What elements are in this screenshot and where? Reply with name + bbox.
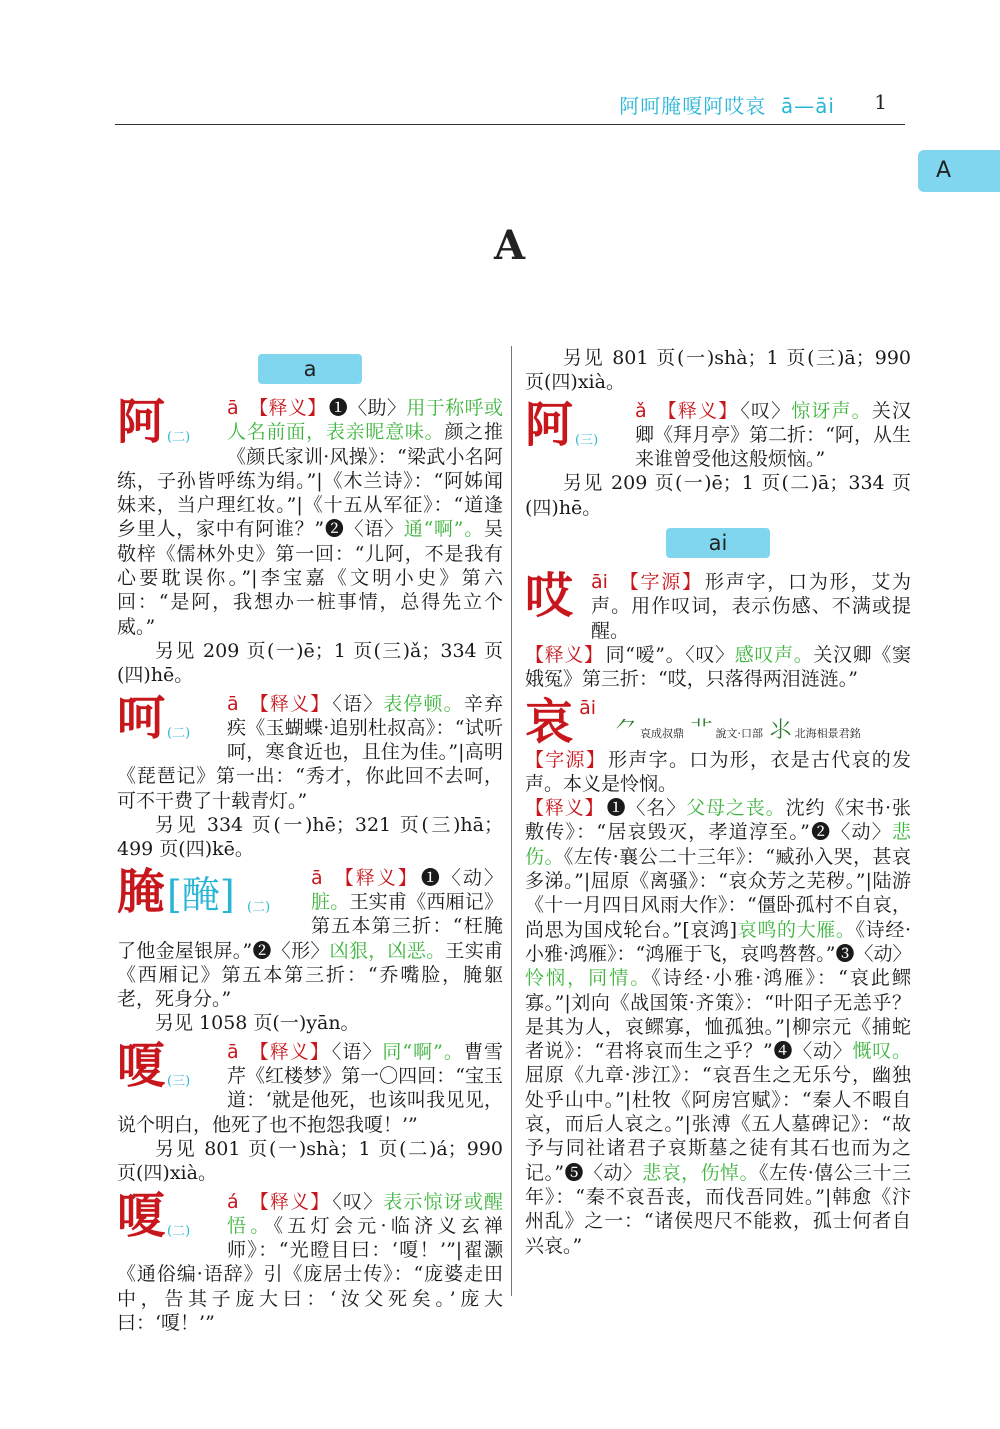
- headword-row: [525, 693, 911, 750]
- definition: 凶狠，凶恶。: [329, 939, 446, 962]
- dictionary-entry: 嗄 (二) á 【释义】 〈叹〉表示惊讶或醒悟。《五灯会元·临济义玄禅师》：“光瞪目曰：‘嗄！’”|翟灏《通俗编·语辞》引《庞居士传》：“庞婆走田中，告其子庞大曰：‘汝父死矣。’庞大曰：‘嗄！’”: [117, 1187, 503, 1334]
- pinyin: ǎ: [635, 399, 647, 422]
- cross-reference: 另见 801 页(一)shà；1 页(三)ā；990 页(四)xià。: [525, 347, 911, 394]
- right-column: [525, 346, 911, 1262]
- seal-glyph-icon: ⺢: [769, 717, 792, 743]
- section-label: 【释义】: [332, 866, 419, 889]
- reading-number: (三): [575, 432, 599, 448]
- page-header: [115, 88, 905, 125]
- headword-char: 嗄: [117, 1187, 166, 1244]
- headword: [117, 863, 307, 920]
- section-label: 【释义】: [248, 1040, 330, 1063]
- dictionary-entry: 腌[醃] (二) ā 【释义】 ❶〈动〉脏。王实甫《西厢记》第五本第三折：“枉腌了他金屋银屏。”❷〈形〉凶狠，凶恶。王实甫《西厢记》第五本第三折：“乔嘴脸，腌躯老，死身分。” 另见 1058 页(一)yān。: [117, 863, 503, 1035]
- definition: 惊讶声。: [791, 399, 872, 422]
- running-title: 阿呵腌嗄阿哎哀 ā—āi: [619, 94, 835, 118]
- headword: [117, 689, 223, 746]
- ancient-script-forms: ⺈ 哀成叔鼎 ⻀ 說文·口部 ⺢ 北海相景君銘: [615, 717, 861, 743]
- section-heading: A: [494, 222, 526, 269]
- syllable-label: ai: [666, 528, 770, 558]
- pinyin: ā: [227, 1040, 239, 1063]
- page-number: 1: [874, 90, 887, 114]
- reading-number: (二): [167, 725, 191, 741]
- definition: 同“啊”。: [382, 1040, 464, 1063]
- dictionary-entry: 嗄 (三) ā 【释义】 〈语〉同“啊”。曹雪芹《红楼梦》第一〇四回：“宝玉道：‘就是他死，也该叫我见见，说个明白，他死了也不抱怨我嗄！’” 另见 801 页(一)shà；1 页(二)á；990 页(四)xià。: [117, 1037, 503, 1185]
- section-label: 【释义】: [248, 692, 331, 715]
- pinyin: āi: [591, 571, 608, 594]
- headword: [525, 396, 631, 453]
- cross-reference: 另见 334 页(一)hē；321 页(三)hā；499 页(四)kē。: [117, 814, 503, 861]
- seal-glyph-icon: ⻀: [690, 717, 713, 743]
- pinyin: ā: [227, 692, 239, 715]
- definition: 通“啊”。: [403, 518, 484, 541]
- definition: 悲伤。: [525, 821, 911, 868]
- pinyin: ā: [227, 397, 239, 419]
- headword: [117, 1187, 223, 1244]
- headword: [117, 1037, 223, 1094]
- definition: 表停顿。: [383, 692, 464, 715]
- left-column: [117, 346, 503, 1339]
- section-label: 【释义】: [656, 399, 739, 422]
- reading-number: (二): [247, 899, 271, 915]
- headword-char: 阿: [525, 396, 574, 453]
- compound-word: [哀鸿]: [682, 918, 738, 941]
- definition: 悲哀，伤悼。: [642, 1161, 759, 1184]
- headword-char: 哎: [525, 568, 574, 625]
- section-label: 【释义】: [248, 397, 327, 419]
- variant-char: [醃]: [167, 872, 235, 917]
- reading-number: (三): [167, 1073, 191, 1089]
- dictionary-entry: 阿 (三) ǎ 【释义】 〈叹〉惊讶声。关汉卿《拜月亭》第二折：“阿，从生来谁曾受他这般烦恼。” 另见 209 页(一)ē；1 页(二)ā；334 页(四)hē。: [525, 396, 911, 519]
- section-label: 【字源】: [525, 748, 607, 771]
- letter-thumb-tab[interactable]: A: [918, 150, 1000, 192]
- pinyin: āi: [579, 696, 596, 719]
- definition: 哀鸣的大雁。: [737, 918, 856, 941]
- section-label: 【释义】: [248, 1190, 331, 1213]
- definition: 父母之丧。: [686, 797, 786, 820]
- reading-number: (二): [167, 1223, 191, 1239]
- dictionary-entry: 呵 (二) ā 【释义】 〈语〉表停顿。辛弃疾《玉蝴蝶·追别杜叔高》：“试听呵，寒食近也，且住为佳。”|高明《琵琶记》第一出：“秀才，你此回不去呵，可不干费了十载青灯。” 另见 334 页(一)hē；321 页(三)hā；499 页(四)kē。: [117, 689, 503, 861]
- cross-reference: 另见 209 页(一)ē；1 页(二)ā；334 页(四)hē。: [525, 472, 911, 519]
- headword-char: 腌: [117, 863, 166, 920]
- pinyin: á: [227, 1190, 239, 1213]
- definition: 用于称呼或人名前面，表亲昵意味。: [227, 397, 503, 444]
- headword: [117, 396, 223, 448]
- section-label: 【释义】: [525, 797, 605, 820]
- column-divider: [511, 346, 512, 1296]
- headword-char: 呵: [117, 689, 166, 746]
- pinyin: ā: [311, 866, 323, 889]
- seal-glyph-icon: ⺈: [615, 717, 638, 743]
- syllable-label: a: [258, 354, 362, 384]
- dictionary-entry: 哀 āi ⺈ 哀成叔鼎 ⻀ 說文·口部 ⺢ 北海相景君銘 【字源】 形声字。口为形，衣是古代哀的发声。本义是怜悯。 【释义】 ❶〈名〉父母之丧。沈约《宋书·张敷传》：“居哀毁灭，孝道淳至。”❷〈动〉悲伤。《左传·襄公二十三年》：“臧孙入哭，甚哀多涕。”|屈原《离骚》：“哀众芳之芜秽。”|陆游《十一月四日风雨大作》：“僵卧孤村不自哀，尚思为国戍轮台。”[哀鸿]哀鸣的大雁。《诗经·小雅·鸿雁》：“鸿雁于飞，哀鸣嗸嗸。”❸〈动〉怜悯，同情。《诗经·小雅·鸿雁》：“哀此鳏寡。”|刘向《战国策·齐策》：“叶阳子无恙乎？是其为人，哀鳏寡，恤孤独。”|柳宗元《捕蛇者说》：“君将哀而生之乎？”❹〈动〉慨叹。屈原《九章·涉江》：“哀吾生之无乐兮，幽独处乎山中。”|杜牧《阿房宫赋》：“秦人不暇自哀，而后人哀之。”|张溥《五人墓碑记》：“故予与同社诸君子哀斯墓之徒有其石也而为之记。”❺〈动〉悲哀，伤悼。《左传·僖公三十三年》：“秦不哀吾丧，而伐吾同姓。”|韩愈《汴州乱》之一：“诸侯咫尺不能救，孤士何者自兴哀。”: [525, 693, 912, 1257]
- definition: 慨叹。: [852, 1040, 911, 1063]
- section-label: 【字源】: [617, 571, 703, 594]
- headword-char: 哀: [525, 693, 574, 750]
- dictionary-entry: 阿 (二) ā 【释义】 ❶〈助〉用于称呼或人名前面，表亲昵意味。颜之推《颜氏家训·风操》：“梁武小名阿练，子孙皆呼练为绢。”|《木兰诗》：“阿姊闻妹来，当户理红妆。”|《十五从军征》：“道逢乡里人，家中有阿谁？”❷〈语〉通“啊”。吴敬梓《儒林外史》第一回：“儿阿，不是我有心要耽误你。”|李宝嘉《文明小史》第六回：“是阿，我想办一桩事情，总得先立个威。” 另见 209 页(一)ē；1 页(三)ǎ；334 页(四)hē。: [117, 394, 503, 687]
- definition: 感叹声。: [734, 643, 814, 666]
- section-label: 【释义】: [525, 643, 604, 666]
- headword-char: 嗄: [117, 1037, 166, 1094]
- definition: 怜悯，同情。: [525, 967, 652, 990]
- cross-reference: 另见 1058 页(一)yān。: [155, 1012, 360, 1035]
- definition: 表示惊讶或醒悟。: [227, 1190, 503, 1237]
- cross-reference: 另见 209 页(一)ē；1 页(三)ǎ；334 页(四)hē。: [117, 639, 503, 687]
- reading-number: (二): [167, 430, 191, 445]
- headword-char: 阿: [117, 394, 166, 450]
- headword: [525, 568, 587, 625]
- definition: 脏。: [311, 890, 350, 913]
- dictionary-entry: 哎 āi 【字源】 形声字，口为形，艾为声。用作叹词，表示伤感、不满或提醒。 【释义】 同“嗳”。〈叹〉感叹声。关汉卿《窦娥冤》第三折：“哎，只落得两泪涟涟。”: [525, 568, 911, 691]
- cross-reference: 另见 801 页(一)shà；1 页(二)á；990 页(四)xià。: [117, 1137, 503, 1185]
